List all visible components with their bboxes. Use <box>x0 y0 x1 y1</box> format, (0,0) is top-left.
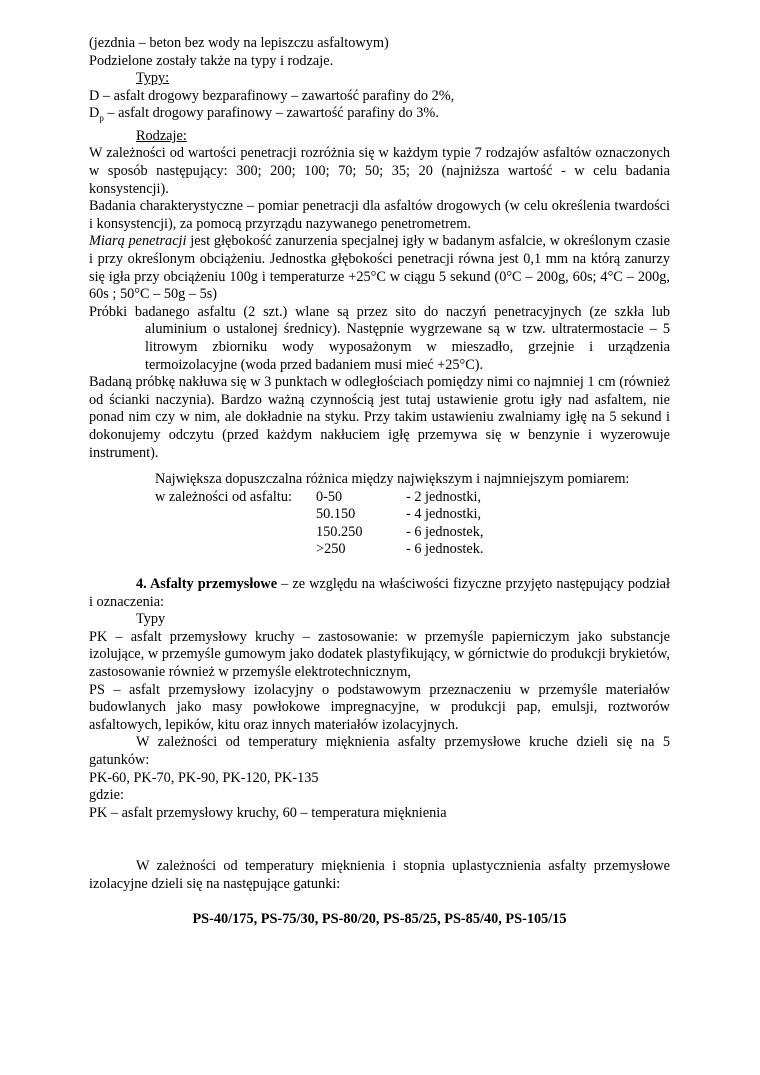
section-4-types-label: Typy <box>136 611 166 628</box>
tolerance-intro: Największa dopuszczalna różnica między największym i najmniejszym pomiarem: <box>155 471 630 488</box>
section-4-heading-paragraph: 4. Asfalty przemysłowe – ze względu na właściwości fizyczne przyjęto następujący podział i oznaczenia: <box>89 576 670 610</box>
tolerance-value: - 6 jednostek, <box>406 523 484 540</box>
type-d-line: D – asfalt drogowy bezparafinowy – zawartość parafiny do 2%, <box>89 87 455 104</box>
pk-description: PK – asfalt przemysłowy kruchy – zastosowanie: w przemyśle papierniczym jako substancje izolujące, w przemyśle gumowym jako dodatek plastyfikujący, w górnictwie do produkcji brykietów, zastosowanie również w przemyśle elektrotechnicznym, <box>89 628 670 681</box>
where-label: gdzie: <box>89 787 124 804</box>
type-dp-line: $D_p$ – asfalt drogowy parafinowy – zawartość parafiny do 3%. <box>89 105 439 124</box>
tests-paragraph: Badania charakterystyczne – pomiar penetracji dla asfaltów drogowych (w celu określenia twardości i konsystencji), za pomocą przyrządu nazywanego penetrometrem. <box>89 198 670 232</box>
tolerance-label: w zależności od asfaltu: <box>155 488 292 505</box>
samples-paragraph: Próbki badanego asfaltu (2 szt.) wlane są przez sito do naczyń penetracyjnych (ze szkła lub aluminium o ustalonej średnicy). Następnie wygrzewane są w tzw. ultratermostacie – 5 litrowym zbiorniku wody wyposażonym w mieszadło, grzejnie i urządzenia termoizolacyjne (woda przed badaniem musi mieć +25°C). <box>89 303 670 373</box>
kinds-heading: Rodzaje: <box>136 127 187 144</box>
tolerance-table <box>155 471 670 559</box>
procedure-paragraph: Badaną próbkę nakłuwa się w 3 punktach w odległościach pomiędzy nimi co najmniej 1 cm (również od ścianki naczynia). Bardzo ważną czynnością jest tutaj ustawienie grotu igły nad asfaltem, nie ponad nim czy w nim, ale dokładnie na styku. Przy takim ustawieniu zwalniamy igłę na 5 sekund i dokonujemy odczytu (przed każdym nakłuciem igłę przemywa się w benzynie i wyzerowuje instrument). <box>89 374 670 461</box>
types-heading: Typy: <box>136 70 170 87</box>
tolerance-row <box>155 489 670 507</box>
tolerance-value: - 2 jednostki, <box>406 488 482 505</box>
tolerance-value: - 4 jednostki, <box>406 506 482 523</box>
page-content <box>89 35 670 928</box>
penetration-measure-paragraph: Miarą penetracji jest głębokość zanurzenia specjalnej igły w badanym asfalcie, w określonym czasie i przy określonym obciążeniu. Jednostka głębokości penetracji równa jest 0,1 mm na którą zanurzy się igła przy obciążeniu 100g i temperaturze +25°C w ciągu 5 sekund (0°C – 200g, 60s; 4°C – 200g, 60s ; 50°C – 50g – 5s) <box>89 233 671 303</box>
tolerance-range: 50.150 <box>316 506 356 523</box>
ps-grades-list: PS-40/175, PS-75/30, PS-80/20, PS-85/25, PS-85/40, PS-105/15 <box>192 910 567 927</box>
tolerance-range: >250 <box>316 541 346 558</box>
insulating-grades-intro: W zależności od temperatury mięknienia i stopnia uplastycznienia asfalty przemysłowe izolacyjne dzieli się na następujące gatunki: <box>89 858 670 892</box>
road-note-line: (jezdnia – beton bez wody na lepiszczu asfaltowym) <box>89 35 389 51</box>
kinds-paragraph: W zależności od wartości penetracji rozróżnia się w każdym typie 7 rodzajów asfaltów oznaczonych w sposób następujący: 300; 200; 100; 70; 50; 35; 20 (najniższa wartość - w celu badania konsystencji). <box>89 145 670 197</box>
tolerance-range: 150.250 <box>316 523 363 540</box>
tolerance-row <box>155 541 670 559</box>
brittle-grades-intro: W zależności od temperatury mięknienia asfalty przemysłowe kruche dzieli się na 5 gatunków: <box>89 734 670 769</box>
section-4-heading: 4. Asfalty przemysłowe <box>136 576 278 593</box>
tolerance-row <box>155 524 670 542</box>
tolerance-value: - 6 jednostek. <box>406 541 484 558</box>
tolerance-row <box>155 506 670 524</box>
tolerance-range: 0-50 <box>316 488 343 505</box>
pk-explanation: PK – asfalt przemysłowy kruchy, 60 – temperatura mięknienia <box>89 804 447 821</box>
division-intro: Podzielone zostały także na typy i rodzaje. <box>89 52 334 69</box>
pk-grades-list: PK-60, PK-70, PK-90, PK-120, PK-135 <box>89 769 319 786</box>
ps-description: PS – asfalt przemysłowy izolacyjny o podstawowym przeznaczeniu w przemyśle materiałów budowlanych jako masy powłokowe impregnacyjne, w produkcji pap, emulsji, roztworów asfaltowych, lepików, kitu oraz innych materiałów izolacyjnych. <box>89 681 670 733</box>
